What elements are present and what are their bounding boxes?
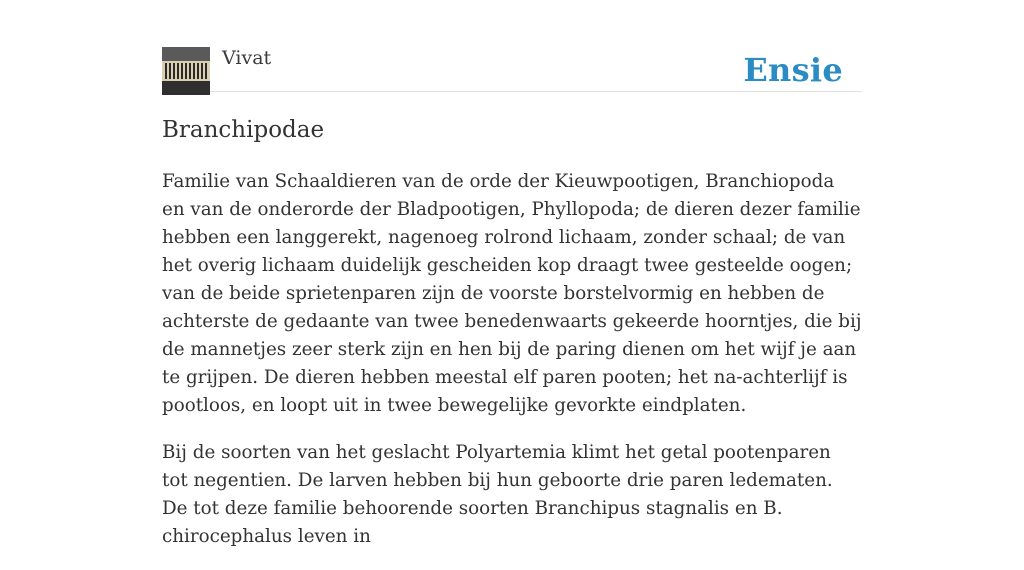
author-avatar[interactable] xyxy=(162,47,210,95)
article-title: Branchipodae xyxy=(162,117,325,143)
article-body xyxy=(162,168,862,570)
brand-logo[interactable]: Ensie xyxy=(743,51,843,89)
bookshelf-photo-icon xyxy=(162,47,210,95)
article-page xyxy=(162,0,862,547)
paragraph: Familie van Schaaldieren van de orde der Kieuwpootigen, Branchiopoda en van de onderorde der Bladpootigen, Phyllopoda; de dieren dezer familie hebben een langgerekt, nagenoeg rolrond lichaam, zonder schaal; de van het overig lichaam duidelijk gescheiden kop draagt twee gesteelde oogen; van de beide sprietenparen zijn de voorste borstelvormig en hebben de achterste de gedaante van twee benedenwaarts gekeerde hoorntjes, die bij de mannetjes zeer sterk zijn en hen bij de paring dienen om het wijf je aan te grijpen. De dieren hebben meestal elf paren pooten; het na-achterlijf is pootloos, en loopt uit in twee bewegelijke gevorkte eindplaten. xyxy=(162,171,862,416)
header xyxy=(162,0,862,92)
author-name[interactable]: Vivat xyxy=(222,47,272,69)
paragraph: Bij de soorten van het geslacht Polyartemia klimt het getal pootenparen tot negentien. De larven hebben bij hun geboorte drie paren ledematen. De tot deze familie behoorende soorten Branchipus stagnalis en B. chirocephalus leven in xyxy=(162,442,833,547)
